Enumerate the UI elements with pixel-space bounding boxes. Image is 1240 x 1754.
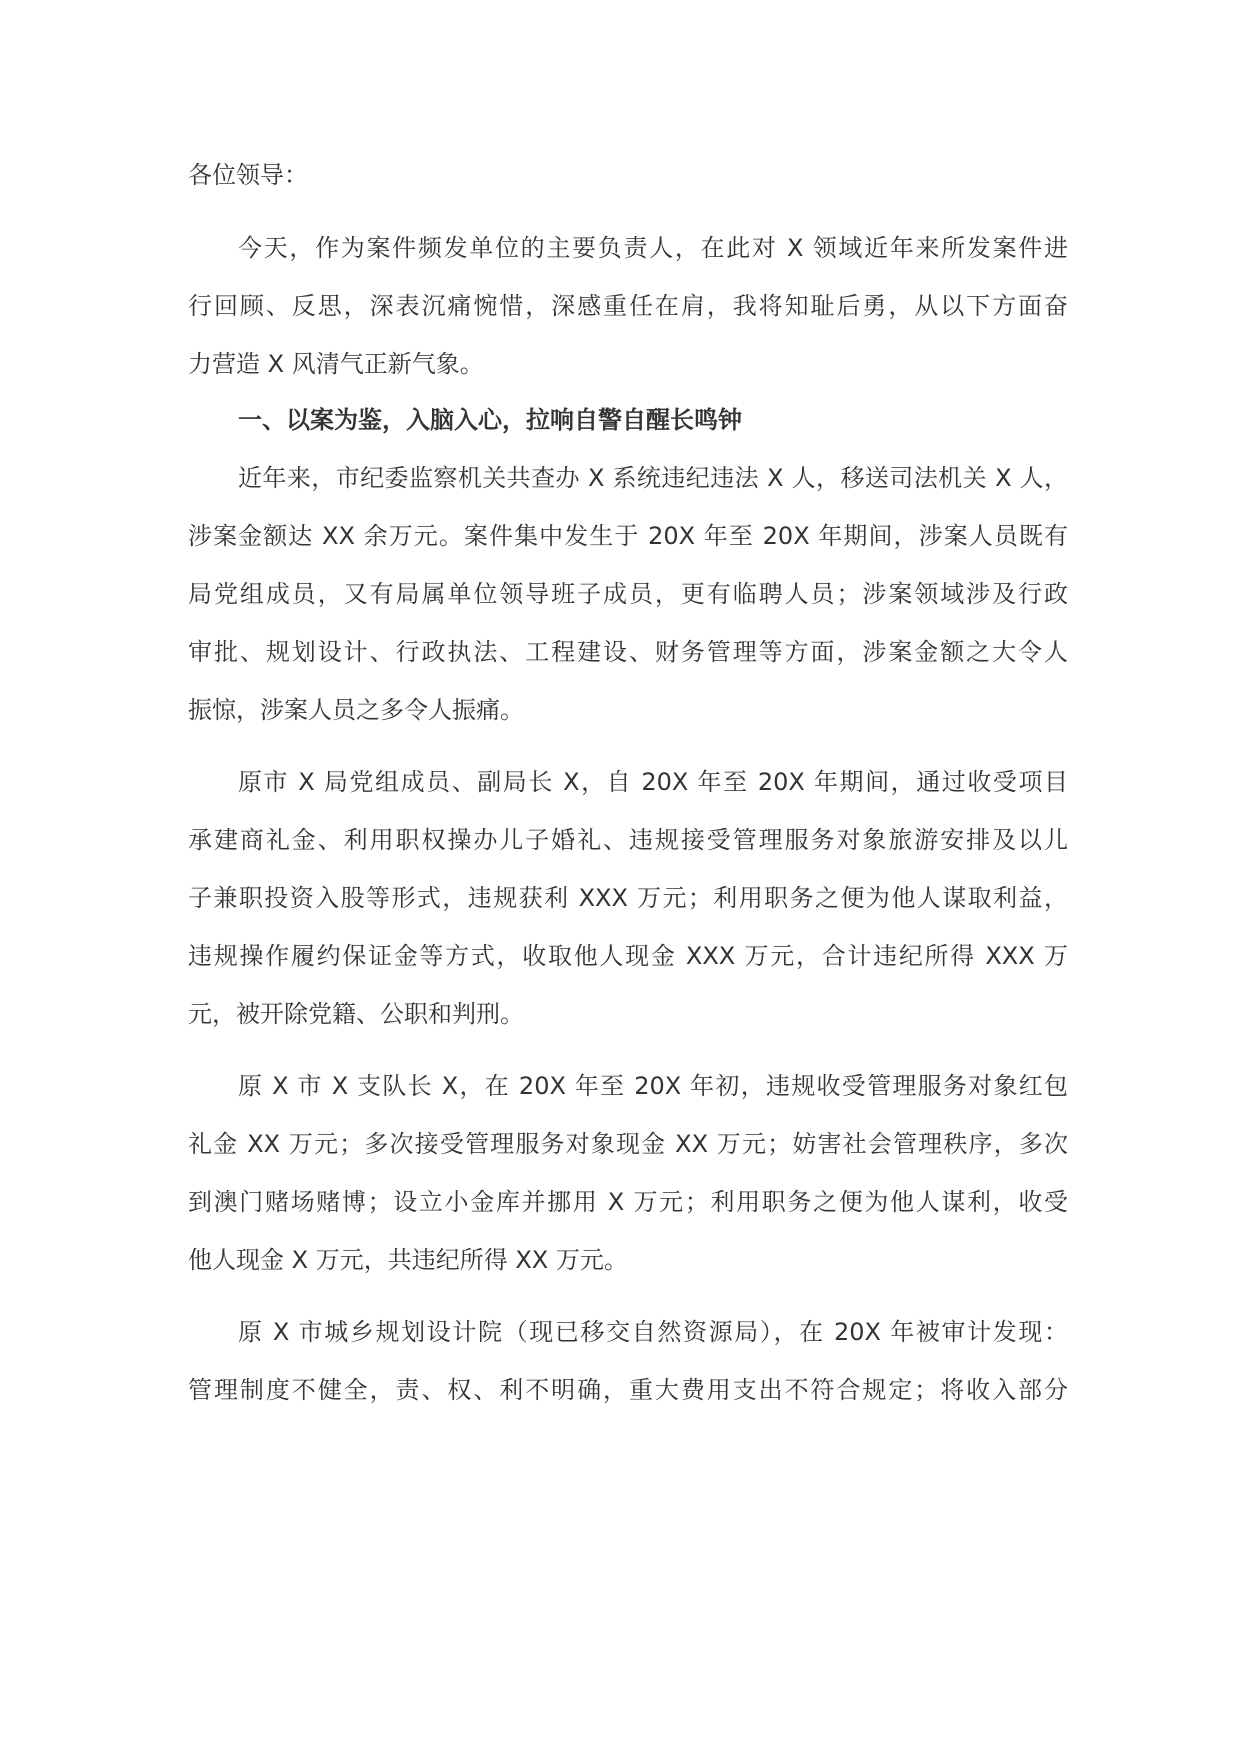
para1-line-2: 涉案金额达 XX 余万元。案件集中发生于 20X 年至 20X 年期间，涉案人员既有 bbox=[188, 522, 1068, 550]
greeting: 各位领导： bbox=[188, 161, 308, 189]
section-heading-1: 一、以案为鉴，入脑入心，拉响自警自醒长鸣钟 bbox=[238, 406, 742, 434]
para2-line-2: 承建商礼金、利用职权操办儿子婚礼、违规接受管理服务对象旅游安排及以儿 bbox=[188, 826, 1068, 854]
para3-line-2: 礼金 XX 万元；多次接受管理服务对象现金 XX 万元；妨害社会管理秩序，多次 bbox=[188, 1130, 1068, 1158]
para1-line-5: 振惊，涉案人员之多令人振痛。 bbox=[188, 696, 524, 724]
para1-line-3: 局党组成员，又有局属单位领导班子成员，更有临聘人员；涉案领域涉及行政 bbox=[188, 580, 1068, 608]
para2-line-3: 子兼职投资入股等形式，违规获利 XXX 万元；利用职务之便为他人谋取利益， bbox=[188, 884, 1068, 912]
para1-line-1: 近年来，市纪委监察机关共查办 X 系统违纪违法 X 人，移送司法机关 X 人， bbox=[238, 464, 1068, 492]
intro-line-2: 行回顾、反思，深表沉痛惋惜，深感重任在肩，我将知耻后勇，从以下方面奋 bbox=[188, 292, 1068, 320]
para1-line-4: 审批、规划设计、行政执法、工程建设、财务管理等方面，涉案金额之大令人 bbox=[188, 638, 1068, 666]
para3-line-1: 原 X 市 X 支队长 X，在 20X 年至 20X 年初，违规收受管理服务对象红包 bbox=[238, 1072, 1068, 1100]
intro-line-3: 力营造 X 风清气正新气象。 bbox=[188, 350, 484, 378]
para3-line-3: 到澳门赌场赌博；设立小金库并挪用 X 万元；利用职务之便为他人谋利，收受 bbox=[188, 1188, 1068, 1216]
para4-line-2: 管理制度不健全，责、权、利不明确，重大费用支出不符合规定；将收入部分 bbox=[188, 1376, 1068, 1404]
para2-line-4: 违规操作履约保证金等方式，收取他人现金 XXX 万元，合计违纪所得 XXX 万 bbox=[188, 942, 1068, 970]
para2-line-5: 元，被开除党籍、公职和判刑。 bbox=[188, 1000, 524, 1028]
para4-line-1: 原 X 市城乡规划设计院（现已移交自然资源局），在 20X 年被审计发现： bbox=[238, 1318, 1068, 1346]
para3-line-4: 他人现金 X 万元，共违纪所得 XX 万元。 bbox=[188, 1246, 628, 1274]
para2-line-1: 原市 X 局党组成员、副局长 X，自 20X 年至 20X 年期间，通过收受项目 bbox=[238, 768, 1068, 796]
intro-line-1: 今天，作为案件频发单位的主要负责人，在此对 X 领域近年来所发案件进 bbox=[238, 234, 1068, 262]
